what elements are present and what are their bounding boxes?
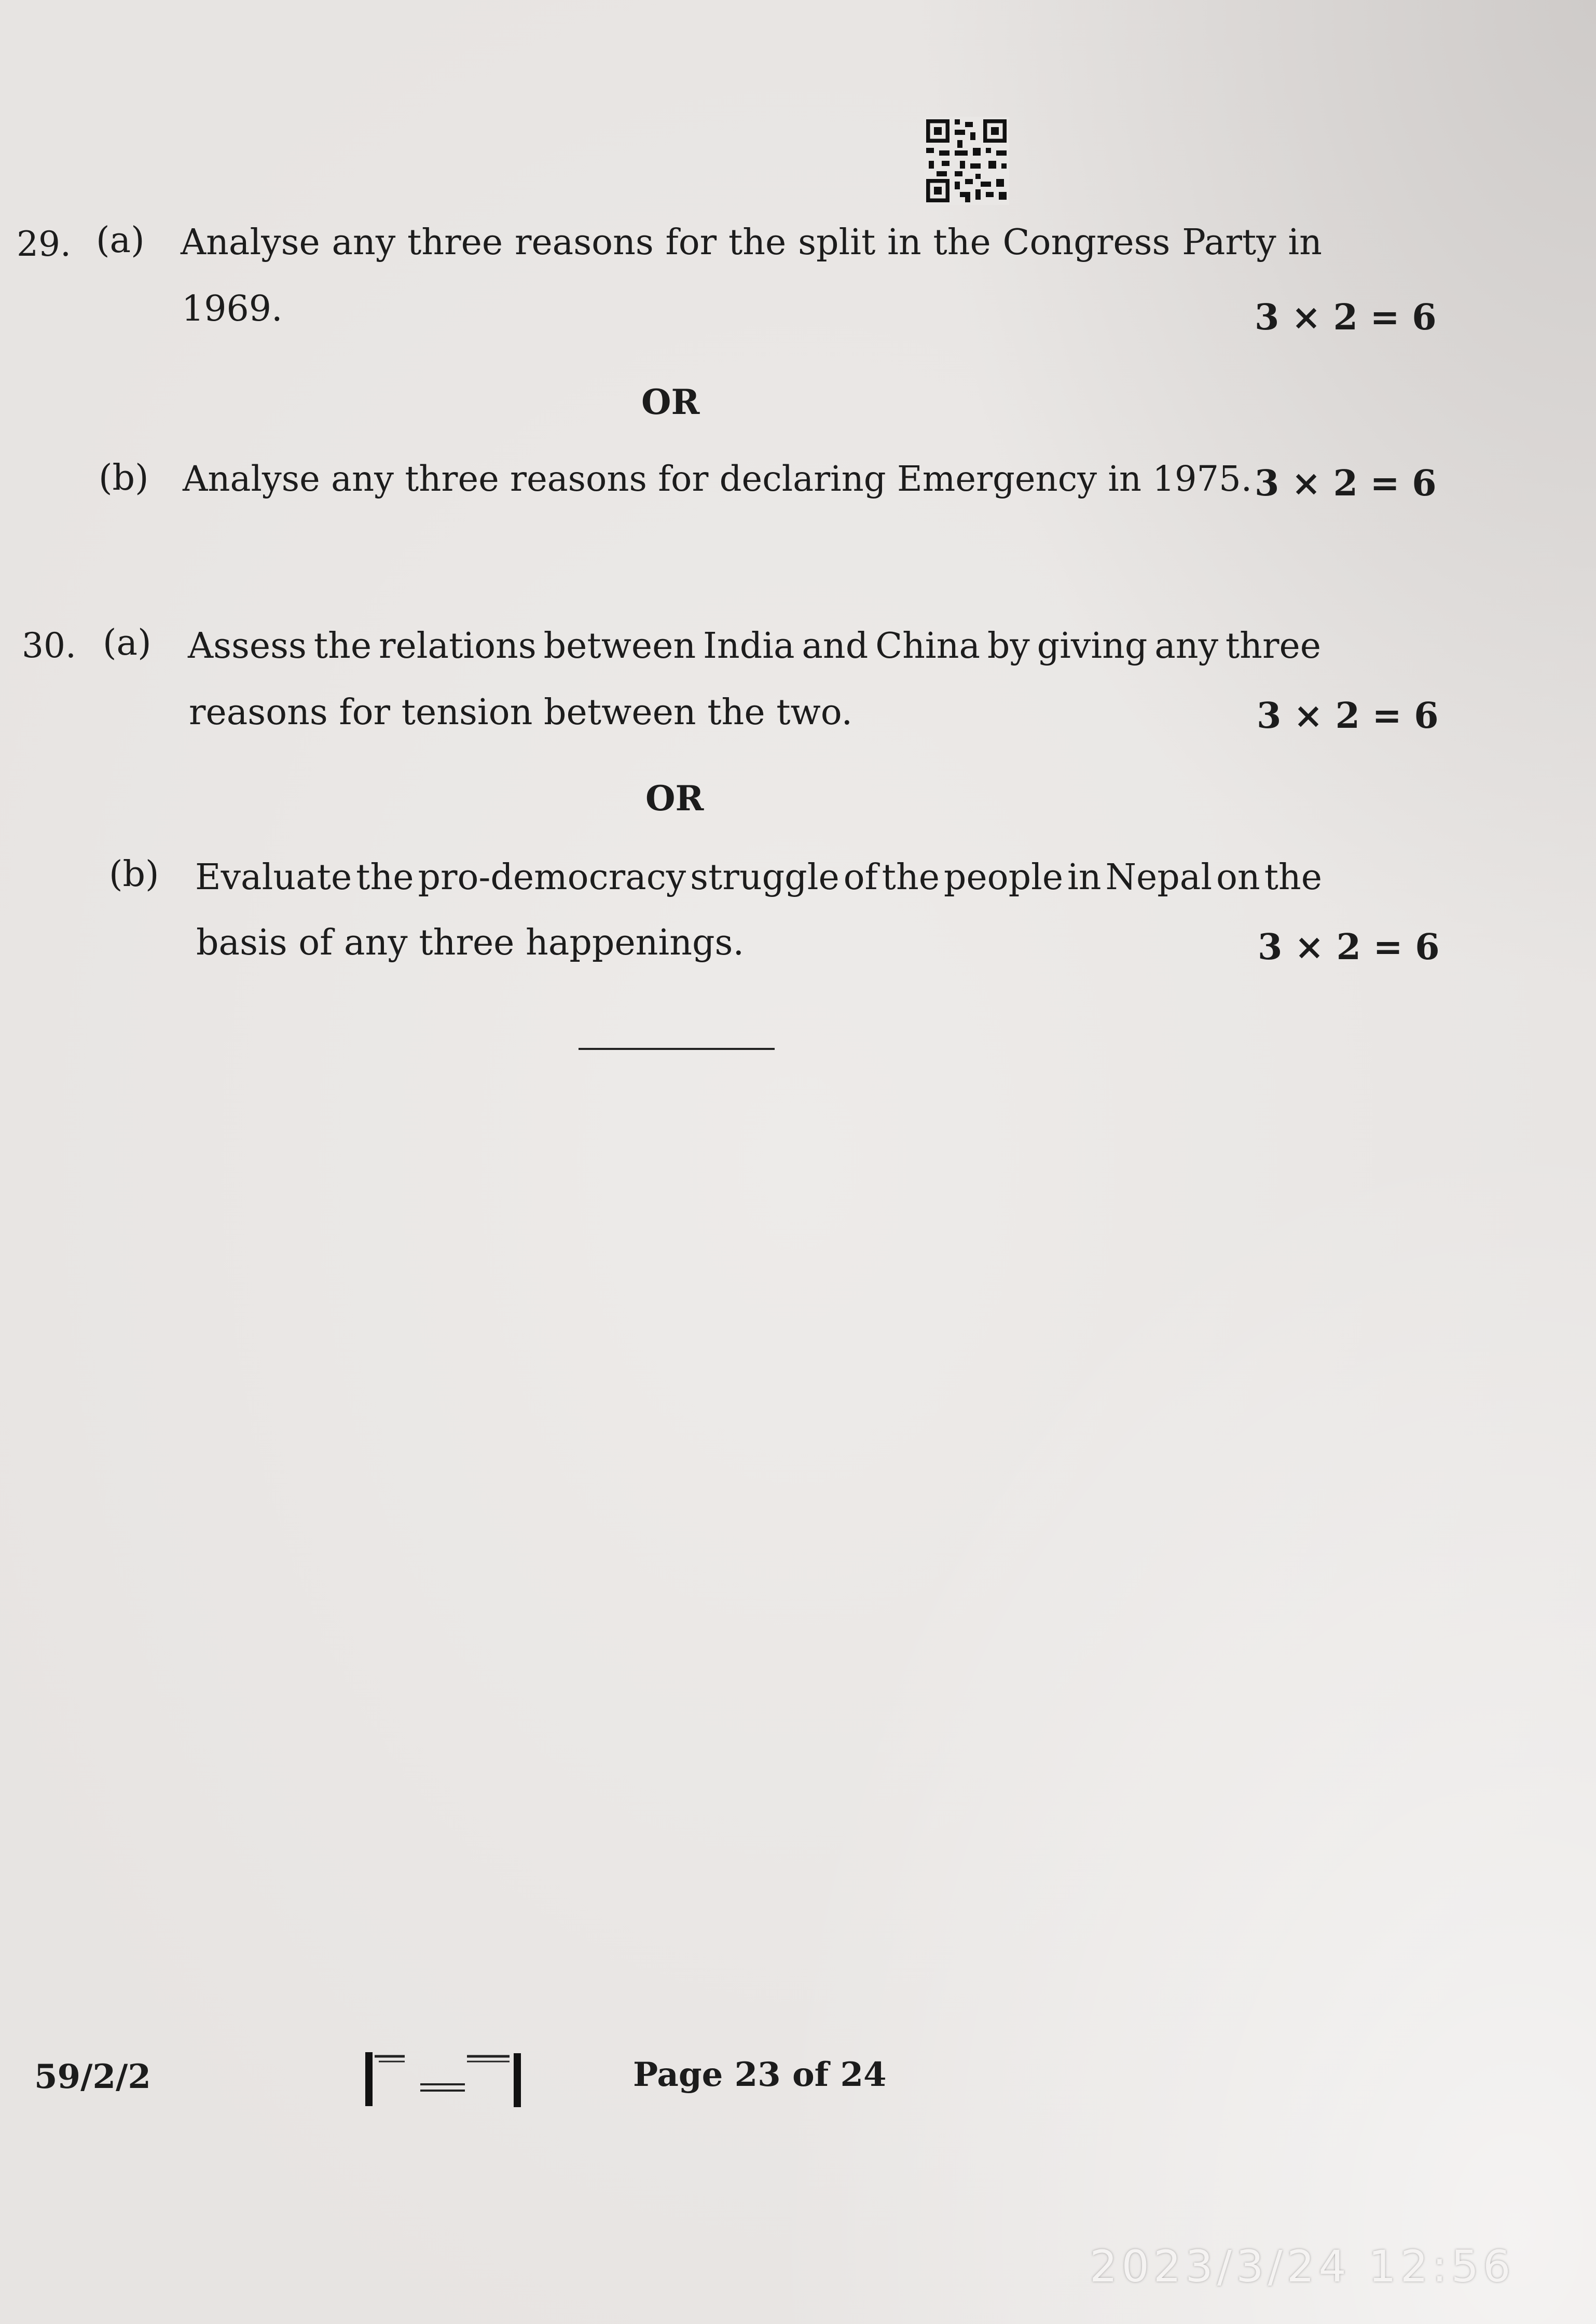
- question-30a-text-line1: [188, 626, 1321, 667]
- word: Analyse: [181, 222, 320, 263]
- word: the: [882, 857, 940, 898]
- word: the: [1264, 857, 1322, 898]
- word: struggle: [690, 857, 840, 898]
- camera-timestamp: 2023/3/24 12:56: [1090, 2241, 1515, 2292]
- word: the: [313, 626, 372, 667]
- word: between: [543, 626, 696, 667]
- word: three: [407, 222, 503, 263]
- question-29a-text-line1: [181, 222, 1322, 263]
- word: Assess: [188, 626, 307, 667]
- word: in: [1067, 857, 1102, 898]
- footer-paper-code: 59/2/2: [34, 2057, 151, 2096]
- word: Party: [1182, 222, 1276, 263]
- word: India: [703, 626, 795, 667]
- word: giving: [1037, 626, 1148, 667]
- word: of: [843, 857, 878, 898]
- question-30b-label: (b): [109, 854, 159, 895]
- qr-code-icon: [924, 117, 1009, 205]
- question-29a-text-line2: 1969.: [182, 288, 283, 329]
- word: people: [943, 857, 1064, 898]
- word: by: [987, 626, 1030, 667]
- word: China: [875, 626, 980, 667]
- question-30a-label: (a): [103, 622, 152, 663]
- word: in: [887, 222, 921, 263]
- question-30-or-separator: OR: [645, 778, 704, 819]
- question-29b-text: Analyse any three reasons for declaring Emergency in 1975.: [183, 459, 1253, 499]
- word: Nepal: [1105, 857, 1213, 898]
- question-30b-text-line1: [195, 857, 1322, 898]
- barcode-mark-icon: [363, 2050, 522, 2108]
- word: the: [356, 857, 414, 898]
- question-30b-marks: 3 × 2 = 6: [1258, 926, 1440, 968]
- word: Congress: [1002, 222, 1171, 263]
- question-29-number: 29.: [17, 224, 71, 264]
- word: for: [665, 222, 717, 263]
- word: split: [798, 222, 876, 263]
- word: relations: [379, 626, 536, 667]
- question-30a-marks: 3 × 2 = 6: [1257, 695, 1439, 737]
- question-29a-marks: 3 × 2 = 6: [1255, 297, 1437, 338]
- word: and: [802, 626, 869, 667]
- word: any: [332, 222, 396, 263]
- end-of-questions-divider: [579, 1048, 775, 1050]
- word: on: [1216, 857, 1260, 898]
- word: pro-democracy: [418, 857, 686, 898]
- question-30a-text-line2: reasons for tension between the two.: [189, 692, 853, 733]
- word: Evaluate: [195, 857, 352, 898]
- word: reasons: [514, 222, 654, 263]
- question-30-number: 30.: [22, 626, 76, 666]
- word: the: [728, 222, 787, 263]
- question-30b-text-line2: basis of any three happenings.: [196, 922, 745, 963]
- question-29b-label: (b): [99, 458, 149, 499]
- word: the: [933, 222, 991, 263]
- word: any: [1154, 626, 1219, 667]
- question-29b-marks: 3 × 2 = 6: [1255, 463, 1437, 504]
- word: in: [1288, 222, 1322, 263]
- question-29-or-separator: OR: [641, 382, 700, 422]
- question-29a-label: (a): [96, 220, 145, 261]
- footer-page-number: Page 23 of 24: [633, 2055, 887, 2094]
- word: three: [1225, 626, 1321, 667]
